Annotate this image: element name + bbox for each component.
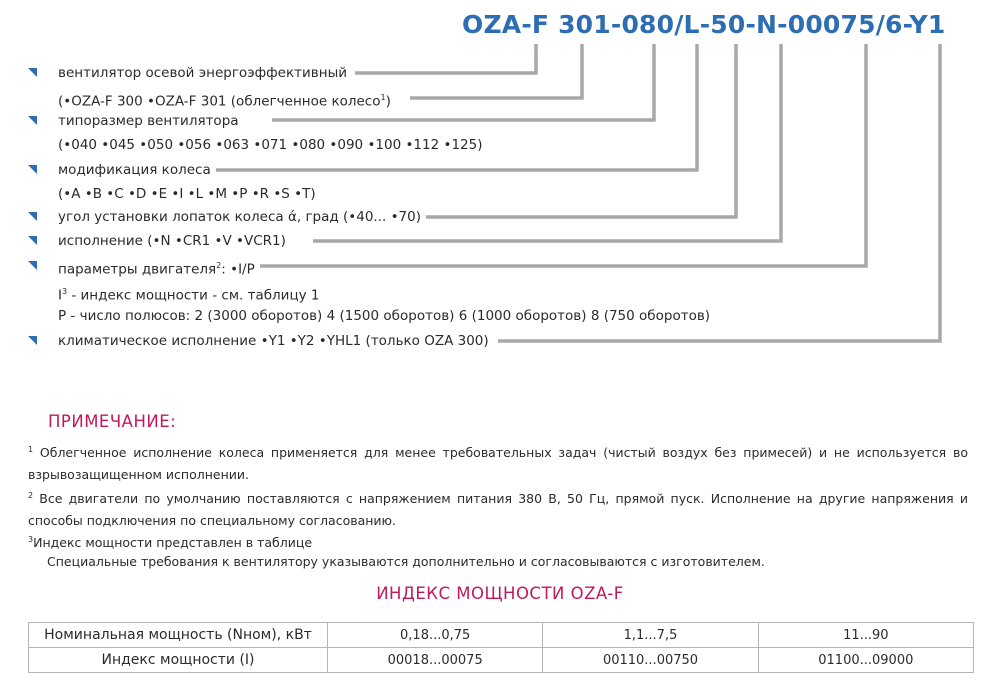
bullet-icon bbox=[28, 68, 37, 77]
bullet-icon bbox=[28, 336, 37, 345]
note-3-text: Индекс мощности представлен в таблице bbox=[33, 535, 313, 551]
power-index-table bbox=[28, 622, 974, 673]
table-cell: Номинальная мощность (Nном), кВт bbox=[29, 623, 328, 648]
item-poles: P - число полюсов: 2 (3000 оборотов) 4 (1500 оборотов) 6 (1000 оборотов) 8 (750 оборотов) bbox=[58, 307, 715, 325]
table-title: ИНДЕКС МОЩНОСТИ OZA-F bbox=[376, 584, 624, 603]
item-motor-params-value: : •I/P bbox=[221, 261, 255, 278]
item-wheel-mod-values: (•A •B •C •D •E •I •L •M •P •R •S •T) bbox=[58, 185, 321, 203]
item-size-values: (•040 •045 •050 •056 •063 •071 •080 •090 •100 •112 •125) bbox=[58, 136, 487, 154]
bullet-icon bbox=[28, 261, 37, 270]
power-index-letter: I bbox=[58, 287, 62, 304]
note-2-text: Все двигатели по умолчанию поставляются с напряжением питания 380 В, 50 Гц, прямой пуск. Исполнение на другие напряжения и способы подключения по специальному согласованию. bbox=[28, 491, 968, 529]
footnote-mark: 3 bbox=[28, 535, 34, 544]
item-fan-variants: (•OZA-F 300 •OZA-F 301 (облегченное колесо$^1$) bbox=[58, 89, 396, 111]
table-cell: 00018...00075 bbox=[328, 648, 543, 673]
bullet-icon bbox=[28, 236, 37, 245]
item-motor-params-label: параметры двигателя bbox=[58, 261, 217, 278]
note-4-text: Специальные требования к вентилятору указываются дополнительно и согласовываются с изготовителем. bbox=[47, 554, 765, 569]
footnote-mark: 2 bbox=[28, 491, 34, 500]
table-cell: 0,18...0,75 bbox=[328, 623, 543, 648]
footnote-mark: 2 bbox=[216, 261, 222, 270]
item-wheel-mod: модификация колеса bbox=[58, 161, 216, 179]
item-fan-type: вентилятор осевой энергоэффективный bbox=[58, 64, 352, 82]
table-cell: 1,1...7,5 bbox=[543, 623, 758, 648]
item-motor-params bbox=[58, 257, 260, 279]
note-2 bbox=[28, 485, 968, 532]
table-cell: Индекс мощности (I) bbox=[29, 648, 328, 673]
item-size: типоразмер вентилятора bbox=[58, 112, 244, 130]
note-4 bbox=[28, 551, 968, 573]
connector-8 bbox=[498, 44, 940, 341]
footnote-mark: 1 bbox=[380, 93, 386, 102]
table-row bbox=[29, 623, 974, 648]
connector-2 bbox=[410, 44, 582, 98]
product-code: OZA-F 301-080/L-50-N-00075/6-Y1 bbox=[462, 10, 946, 39]
item-climate: климатическое исполнение •Y1 •Y2 •YHL1 (только OZA 300) bbox=[58, 332, 494, 350]
table-cell: 11...90 bbox=[758, 623, 973, 648]
note-1-text: Облегченное исполнение колеса применяется для менее требовательных задач (чистый воздух без примесей) и не используется во взрывозащищенном исполнении. bbox=[28, 445, 968, 483]
connector-1 bbox=[355, 44, 536, 73]
note-title: ПРИМЕЧАНИЕ: bbox=[48, 412, 177, 431]
bullet-icon bbox=[28, 116, 37, 125]
table-cell: 00110...00750 bbox=[543, 648, 758, 673]
item-power-index bbox=[58, 283, 325, 305]
note-1 bbox=[28, 439, 968, 486]
footnote-mark: 1 bbox=[28, 445, 34, 454]
item-fan-variants-text: (•OZA-F 300 •OZA-F 301 (облегченное колесо bbox=[58, 93, 381, 110]
power-index-text: - индекс мощности - см. таблицу 1 bbox=[67, 287, 320, 304]
table-cell: 01100...09000 bbox=[758, 648, 973, 673]
footnote-mark: 3 bbox=[61, 287, 68, 296]
connector-5 bbox=[418, 44, 736, 217]
bullet-icon bbox=[28, 165, 37, 174]
item-execution: исполнение (•N •CR1 •V •VCR1) bbox=[58, 232, 291, 250]
bullet-icon bbox=[28, 212, 37, 221]
item-blade-angle: угол установки лопаток колеса ά, град (•40... •70) bbox=[58, 208, 426, 226]
table-row bbox=[29, 648, 974, 673]
